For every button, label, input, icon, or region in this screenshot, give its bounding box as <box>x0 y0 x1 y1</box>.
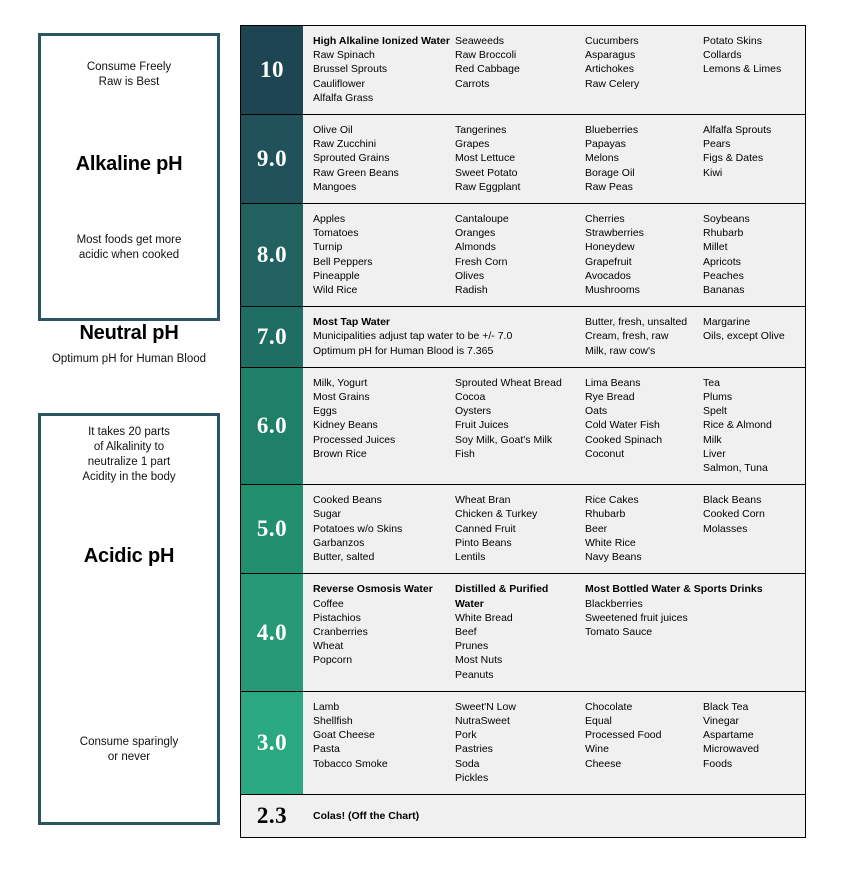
food-column <box>703 493 799 564</box>
food-item: Apricots <box>703 255 741 268</box>
food-item: Canned Fruit <box>455 522 516 535</box>
food-item: Rice Cakes <box>585 494 639 507</box>
food-item: Most Nuts <box>455 654 503 667</box>
food-item: Fish <box>455 447 475 460</box>
food-item: Tea <box>703 376 720 389</box>
ph-value-cell: 5.0 <box>241 485 303 573</box>
food-item: Cooked Spinach <box>585 433 663 446</box>
food-item: Garbanzos <box>313 536 365 549</box>
food-items-cell <box>303 368 805 484</box>
food-item: Cold Water Fish <box>585 419 660 432</box>
food-item: Lamb <box>313 700 340 713</box>
food-item: Pork <box>455 729 477 742</box>
food-item: Aspartame <box>703 729 754 742</box>
food-column <box>313 212 455 297</box>
food-item: Tomatoes <box>313 227 359 240</box>
food-item: Mangoes <box>313 180 357 193</box>
food-column <box>313 582 455 681</box>
food-item: Apples <box>313 213 346 226</box>
food-item: Peaches <box>703 269 744 282</box>
food-column <box>313 315 585 358</box>
food-item: Fresh Corn <box>455 255 508 268</box>
food-items-cell <box>303 692 805 794</box>
food-item: Black Tea <box>703 700 749 713</box>
food-item: White Bread <box>455 611 513 624</box>
food-item: Olive Oil <box>313 124 353 137</box>
food-item: Peanuts <box>455 668 494 681</box>
food-item: Blackberries <box>585 597 643 610</box>
food-item: Raw Spinach <box>313 49 375 62</box>
food-item: Spelt <box>703 405 727 418</box>
food-item: Equal <box>585 714 612 727</box>
food-item: Rye Bread <box>585 391 635 404</box>
food-column <box>313 700 455 785</box>
food-item: Alfalfa Grass <box>313 91 374 104</box>
food-items-cell <box>303 115 805 203</box>
food-column-header: Colas! (Off the Chart) <box>313 809 420 822</box>
table-row <box>241 115 805 204</box>
food-item: Pistachios <box>313 611 361 624</box>
food-item: White Rice <box>585 536 636 549</box>
food-item: Raw Celery <box>585 77 640 90</box>
food-column <box>455 376 585 475</box>
food-column <box>703 315 799 358</box>
food-item: Melons <box>585 152 619 165</box>
acidic-note-top: It takes 20 parts of Alkalinity to neutralize 1 part Acidity in the body <box>82 426 176 483</box>
food-item: Lentils <box>455 551 486 564</box>
food-item: Brussel Sprouts <box>313 63 388 76</box>
food-item: Alfalfa Sprouts <box>703 124 772 137</box>
food-item: Chicken & Turkey <box>455 508 538 521</box>
table-row <box>241 307 805 368</box>
food-item: Liver <box>703 447 726 460</box>
food-column <box>313 34 455 105</box>
food-item: Cantaloupe <box>455 213 509 226</box>
food-item: Milk, raw cow's <box>585 344 656 357</box>
food-item: Most Lettuce <box>455 152 516 165</box>
food-item: Wine <box>585 743 609 756</box>
acidic-heading: Acidic pH <box>83 545 175 567</box>
food-item: Bell Peppers <box>313 255 373 268</box>
food-item: Figs & Dates <box>703 152 764 165</box>
food-item: Red Cabbage <box>455 63 520 76</box>
food-column <box>455 34 585 105</box>
food-item: Artichokes <box>585 63 635 76</box>
food-column <box>585 315 703 358</box>
food-item: Vinegar <box>703 714 740 727</box>
food-item: Molasses <box>703 522 748 535</box>
food-item: Cooked Corn <box>703 508 765 521</box>
food-item: Raw Zucchini <box>313 138 377 151</box>
food-item: Raw Eggplant <box>455 180 521 193</box>
food-item: Eggs <box>313 405 337 418</box>
food-item: Rhubarb <box>585 508 626 521</box>
food-column <box>455 700 585 785</box>
food-column <box>585 212 703 297</box>
neutral-subtitle: Optimum pH for Human Blood <box>51 353 207 365</box>
food-column <box>703 212 799 297</box>
food-item: Municipalities adjust tap water to be +/- 7.0 <box>313 330 513 343</box>
food-item: Rhubarb <box>703 227 744 240</box>
food-item: Navy Beans <box>585 551 642 564</box>
food-column-header: Water <box>455 597 484 610</box>
food-item: Grapefruit <box>585 255 632 268</box>
food-item: Bananas <box>703 284 745 297</box>
food-item: Tangerines <box>455 124 507 137</box>
alkaline-note-top: Consume Freely Raw is Best <box>86 61 172 88</box>
food-item: Pineapple <box>313 269 360 282</box>
food-item: Seaweeds <box>455 35 505 47</box>
food-item: Asparagus <box>585 49 636 62</box>
food-item: Almonds <box>455 241 496 254</box>
food-item: Oysters <box>455 405 492 418</box>
food-column-header: High Alkaline Ionized Water <box>313 35 450 47</box>
food-item: Radish <box>455 284 488 297</box>
ph-value-cell: 3.0 <box>241 692 303 794</box>
food-column <box>455 212 585 297</box>
food-item: Sprouted Grains <box>313 152 390 165</box>
food-column <box>313 809 799 823</box>
food-column <box>455 582 585 681</box>
food-item: Optimum pH for Human Blood is 7.365 <box>313 344 494 357</box>
food-item: Oranges <box>455 227 496 240</box>
food-column-header: Most Bottled Water & Sports Drinks <box>585 583 763 596</box>
food-items-cell <box>303 26 805 114</box>
table-row <box>241 692 805 795</box>
food-item: Potatoes w/o Skins <box>313 522 403 535</box>
food-item: Papayas <box>585 138 626 151</box>
food-item: Soy Milk, Goat's Milk <box>455 433 553 446</box>
food-item: Olives <box>455 269 485 282</box>
food-item: Sweet Potato <box>455 166 518 179</box>
food-item: Shellfish <box>313 714 353 727</box>
ph-value-cell: 8.0 <box>241 204 303 306</box>
food-column <box>455 493 585 564</box>
food-item: Sweet'N Low <box>455 700 516 713</box>
food-item: Black Beans <box>703 494 762 507</box>
sidebar <box>38 25 220 865</box>
food-item: Turnip <box>313 241 343 254</box>
food-column <box>703 34 799 105</box>
food-items-cell <box>303 795 805 837</box>
food-item: Fruit Juices <box>455 419 509 432</box>
food-column <box>313 123 455 194</box>
food-item: Chocolate <box>585 700 633 713</box>
table-row <box>241 574 805 691</box>
food-item: Lima Beans <box>585 376 641 389</box>
food-item: Prunes <box>455 640 489 653</box>
food-item: Most Grains <box>313 391 370 404</box>
food-items-cell <box>303 485 805 573</box>
food-item: Milk, Yogurt <box>313 376 368 389</box>
food-item: Popcorn <box>313 654 353 667</box>
food-item: Raw Green Beans <box>313 166 399 179</box>
food-item: Pickles <box>455 771 489 784</box>
food-item: Microwaved <box>703 743 760 756</box>
ph-value-cell: 2.3 <box>241 795 303 837</box>
food-item: Goat Cheese <box>313 729 375 742</box>
food-column <box>703 123 799 194</box>
food-item: Pastries <box>455 743 493 756</box>
food-item: Kiwi <box>703 166 723 179</box>
food-item: Margarine <box>703 316 751 329</box>
food-item: Blueberries <box>585 124 639 137</box>
food-item: Salmon, Tuna <box>703 462 768 475</box>
food-column <box>703 376 799 475</box>
food-column <box>585 123 703 194</box>
food-item: Lemons & Limes <box>703 63 782 76</box>
food-item: Butter, fresh, unsalted <box>585 316 688 329</box>
food-item: Cranberries <box>313 625 368 638</box>
food-column-header: Reverse Osmosis Water <box>313 583 433 596</box>
food-item: Coconut <box>585 447 625 460</box>
food-column-header: Most Tap Water <box>313 316 391 329</box>
ph-value-cell: 4.0 <box>241 574 303 690</box>
food-item: Wheat Bran <box>455 494 511 507</box>
food-item: Beef <box>455 625 477 638</box>
food-item: Collards <box>703 49 742 62</box>
food-item: Mushrooms <box>585 284 640 297</box>
food-item: Borage Oil <box>585 166 635 179</box>
food-item: Coffee <box>313 597 344 610</box>
food-item: Wild Rice <box>313 284 358 297</box>
food-item: Beer <box>585 522 608 535</box>
food-item: Soda <box>455 757 480 770</box>
food-item: Oats <box>585 405 608 418</box>
food-item: Raw Broccoli <box>455 49 517 62</box>
food-item: Cucumbers <box>585 35 639 47</box>
table-row <box>241 485 805 574</box>
food-column <box>585 493 703 564</box>
food-column <box>703 700 799 785</box>
food-item: Pears <box>703 138 731 151</box>
food-item: Soybeans <box>703 213 750 226</box>
food-item: Tomato Sauce <box>585 625 653 638</box>
food-item: Pinto Beans <box>455 536 512 549</box>
food-column <box>585 34 703 105</box>
food-item: Kidney Beans <box>313 419 378 432</box>
neutral-heading: Neutral pH <box>79 322 179 344</box>
ph-value-cell: 10 <box>241 26 303 114</box>
food-item: Cocoa <box>455 391 486 404</box>
food-item: Sugar <box>313 508 342 521</box>
food-item: Processed Food <box>585 729 662 742</box>
food-item: Sweetened fruit juices <box>585 611 688 624</box>
alkaline-heading: Alkaline pH <box>75 153 183 175</box>
food-items-cell <box>303 574 805 690</box>
food-item: Tobacco Smoke <box>313 757 388 770</box>
food-item: Butter, salted <box>313 551 375 564</box>
table-row <box>241 204 805 307</box>
acidic-note-bottom: Consume sparingly or never <box>79 736 179 763</box>
ph-value-cell: 6.0 <box>241 368 303 484</box>
food-item: Plums <box>703 391 733 404</box>
alkaline-note-bottom: Most foods get more acidic when cooked <box>76 234 182 261</box>
food-item: Brown Rice <box>313 447 367 460</box>
food-item: Millet <box>703 241 728 254</box>
food-column <box>313 376 455 475</box>
food-item: Cream, fresh, raw <box>585 330 669 343</box>
food-item: Avocados <box>585 269 631 282</box>
table-row <box>241 368 805 485</box>
food-item: Potato Skins <box>703 35 762 47</box>
food-item: Grapes <box>455 138 490 151</box>
food-item: Rice & Almond <box>703 419 772 432</box>
food-item: Cauliflower <box>313 77 365 90</box>
food-item: Sprouted Wheat Bread <box>455 376 562 389</box>
food-item: Oils, except Olive <box>703 330 785 343</box>
ph-value-cell: 7.0 <box>241 307 303 367</box>
food-column <box>585 376 703 475</box>
food-item: Milk <box>703 433 722 446</box>
food-item: Foods <box>703 757 733 770</box>
table-row <box>241 26 805 115</box>
food-item: Pasta <box>313 743 340 756</box>
ph-value-cell: 9.0 <box>241 115 303 203</box>
food-item: Processed Juices <box>313 433 396 446</box>
food-items-cell <box>303 307 805 367</box>
food-item: NutraSweet <box>455 714 510 727</box>
food-column <box>585 582 799 681</box>
food-item: Wheat <box>313 640 344 653</box>
food-column <box>455 123 585 194</box>
food-column <box>313 493 455 564</box>
food-item: Carrots <box>455 77 490 90</box>
food-item: Cooked Beans <box>313 494 382 507</box>
food-item: Raw Peas <box>585 180 633 193</box>
food-column <box>585 700 703 785</box>
food-column-header: Distilled & Purified <box>455 583 549 596</box>
ph-table <box>240 25 806 838</box>
food-items-cell <box>303 204 805 306</box>
food-item: Cherries <box>585 213 625 226</box>
food-item: Cheese <box>585 757 622 770</box>
food-item: Strawberries <box>585 227 644 240</box>
table-row <box>241 795 805 837</box>
food-item: Honeydew <box>585 241 635 254</box>
